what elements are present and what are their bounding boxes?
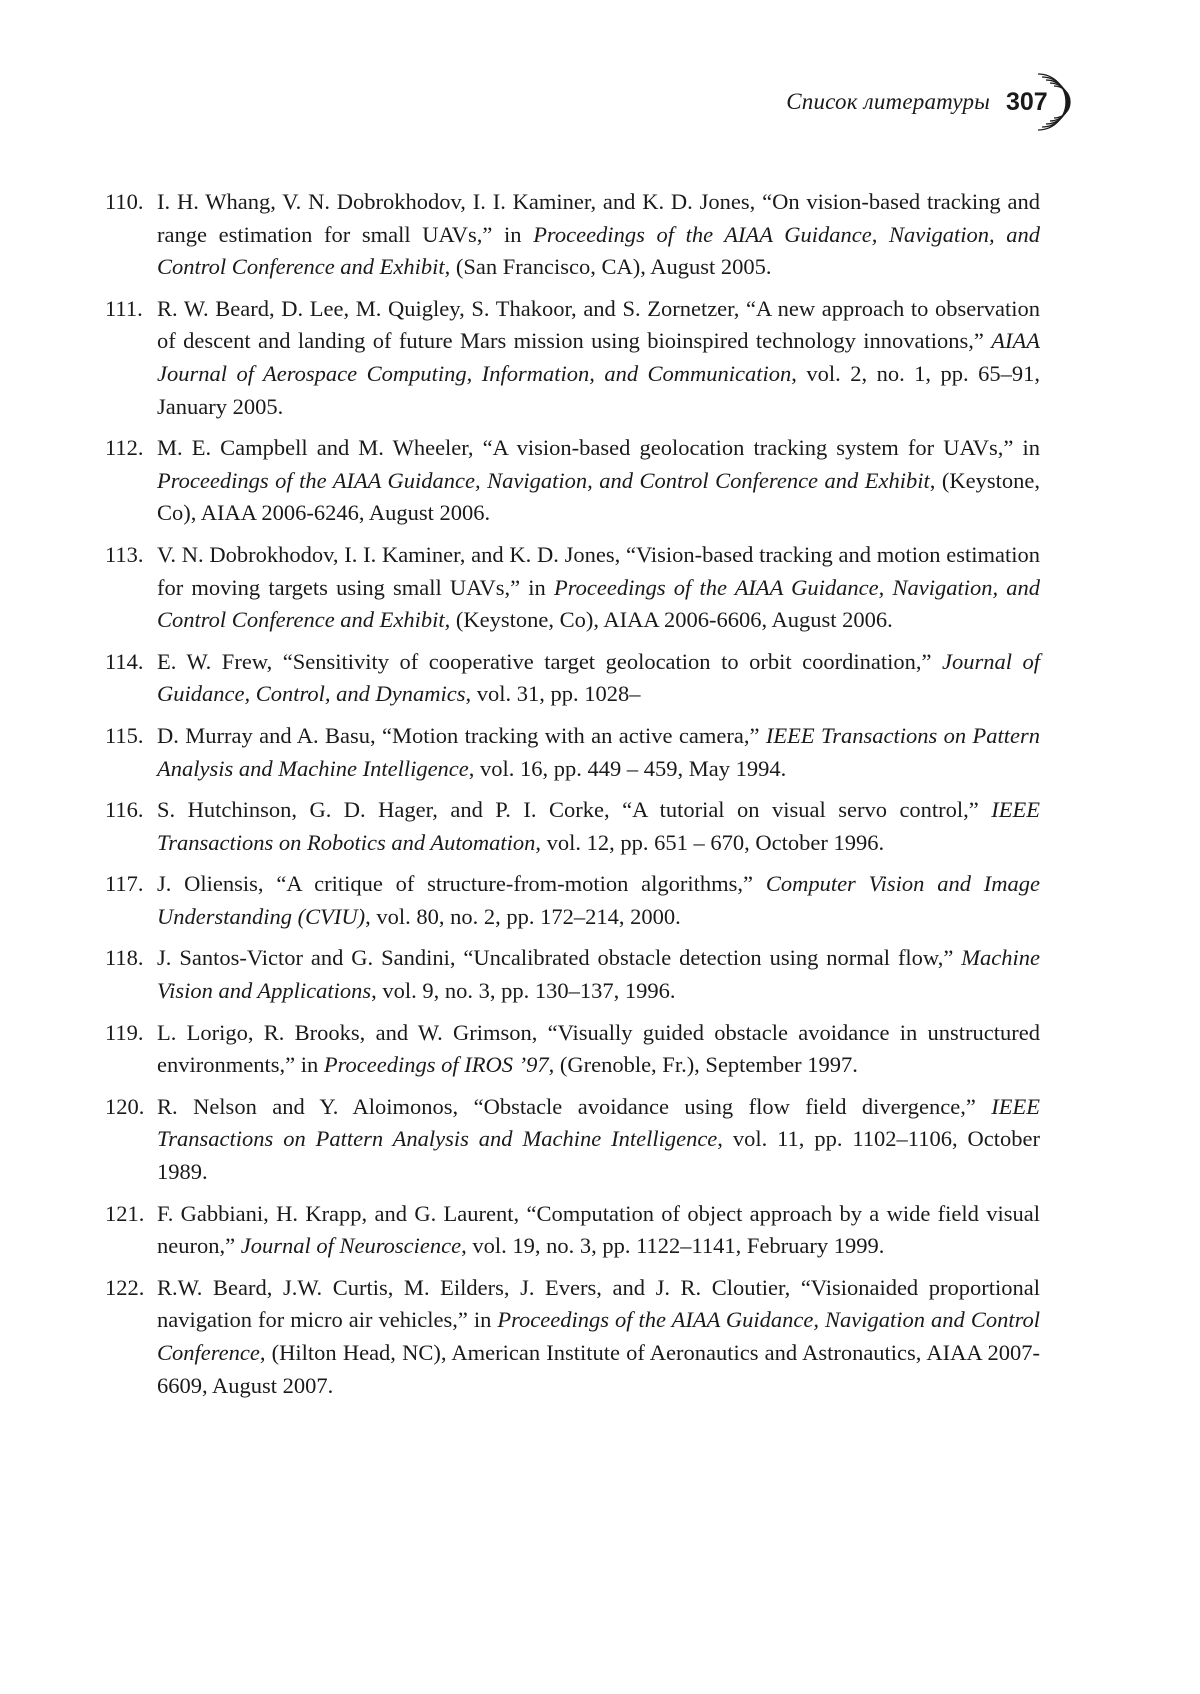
reference-item <box>105 720 1040 785</box>
reference-item <box>105 794 1040 859</box>
reference-source-title: Proceedings of the AIAA Guidance, Navigation, and Control Conference and Exhibit <box>157 221 1040 280</box>
reference-item <box>105 1198 1040 1263</box>
reference-source-title: Proceedings of IROS ’97 <box>323 1052 549 1078</box>
reference-item <box>105 1272 1040 1402</box>
reference-source-title: Proceedings of the AIAA Guidance, Navigation, and Control Conference and Exhibit <box>157 467 930 493</box>
reference-item <box>105 1091 1040 1189</box>
reference-number: 121. <box>105 1200 145 1226</box>
reference-text-part: R. W. Beard, D. Lee, M. Quigley, S. Thakoor, and S. Zornetzer, “A new approach to observation of descent and landing of future Mars mission using bioinspired technology innovations,” <box>157 295 1040 354</box>
reference-text <box>157 293 1040 423</box>
page-number-block <box>1004 74 1070 130</box>
reference-text-part: L. Lorigo, R. Brooks, and W. Grimson, “Visually guided obstacle avoidance in unstructured environments,” in <box>157 1019 1040 1078</box>
reference-item <box>105 646 1040 711</box>
reference-number: 111. <box>105 295 143 321</box>
reference-text <box>157 432 1040 530</box>
reference-text-part: D. Murray and A. Basu, “Motion tracking with an active camera,” <box>157 722 766 748</box>
reference-text-part: E. W. Frew, “Sensitivity of cooperative target geolocation to orbit coordination,” <box>157 648 942 674</box>
reference-text-part: , vol. 2, no. 1, pp. 65–91, January 2005. <box>157 360 1040 419</box>
reference-text-part: , vol. 80, no. 2, pp. 172–214, 2000. <box>365 903 681 929</box>
reference-item <box>105 293 1040 423</box>
reference-text-part: J. Oliensis, “A critique of structure-from-motion algorithms,” <box>157 871 766 897</box>
reference-item <box>105 539 1040 637</box>
reference-item <box>105 942 1040 1007</box>
reference-text-part: , vol. 31, pp. 1028– <box>465 681 641 707</box>
reference-text <box>157 942 1040 1007</box>
page-number: 307 <box>1006 87 1048 116</box>
reference-item <box>105 868 1040 933</box>
reference-number: 110. <box>105 189 144 214</box>
reference-text-part: , (Grenoble, Fr.), September 1997. <box>548 1052 858 1078</box>
reference-number: 118. <box>105 945 144 971</box>
reference-text-part: , vol. 11, pp. 1102–1106, October 1989. <box>157 1126 1040 1185</box>
reference-text <box>157 646 1040 711</box>
reference-item <box>105 1017 1040 1082</box>
reference-text-part: , vol. 19, no. 3, pp. 1122–1141, February 1999. <box>461 1233 885 1259</box>
reference-source-title: Computer Vision and Image Understanding (CVIU) <box>157 871 1040 929</box>
reference-number: 117. <box>105 871 144 897</box>
reference-number: 112. <box>105 435 144 461</box>
reference-text-part: F. Gabbiani, H. Krapp, and G. Laurent, “Computation of object approach by a wide field visual neuron,” <box>157 1200 1040 1259</box>
reference-number: 119. <box>105 1019 144 1045</box>
running-head: Список литературы <box>786 89 990 114</box>
reference-source-title: Journal of Neuroscience <box>240 1233 462 1259</box>
reference-text <box>157 539 1040 637</box>
reference-text <box>157 868 1040 933</box>
reference-source-title: IEEE Transactions on Pattern Analysis and Machine Intelligence <box>157 722 1041 781</box>
reference-item <box>105 432 1040 530</box>
reference-number: 114. <box>105 648 144 674</box>
reference-text <box>157 1272 1040 1402</box>
page-header <box>786 74 1070 130</box>
reference-text <box>157 720 1040 785</box>
reference-source-title: IEEE Transactions on Robotics and Automation <box>157 797 1040 855</box>
reference-source-title: Journal of Guidance, Control, and Dynamics <box>157 648 1041 707</box>
reference-source-title: Proceedings of the AIAA Guidance, Navigation and Control Conference <box>157 1307 1040 1365</box>
reference-number: 113. <box>105 541 144 567</box>
reference-number: 116. <box>105 797 144 823</box>
reference-item <box>105 186 1040 284</box>
reference-text-part: V. N. Dobrokhodov, I. I. Kaminer, and K. D. Jones, “Vision-based tracking and motion estimation for moving targets using small UAVs,” in <box>157 541 1040 600</box>
reference-list <box>105 186 1040 1411</box>
reference-text-part: J. Santos-Victor and G. Sandini, “Uncalibrated obstacle detection using normal flow,” <box>157 945 962 971</box>
reference-number: 120. <box>105 1093 145 1119</box>
reference-text-part: R. Nelson and Y. Aloimonos, “Obstacle avoidance using flow field divergence,” <box>157 1093 992 1119</box>
reference-text-part: I. H. Whang, V. N. Dobrokhodov, I. I. Kaminer, and K. D. Jones, “On vision-based tracking and range estimation for small UAVs,” in <box>157 189 1040 247</box>
reference-text-part: , vol. 9, no. 3, pp. 130–137, 1996. <box>371 978 676 1004</box>
reference-source-title: Machine Vision and Applications <box>157 945 1040 1004</box>
reference-text <box>157 1017 1040 1082</box>
reference-text-part: R.W. Beard, J.W. Curtis, M. Eilders, J. Evers, and J. R. Cloutier, “Visionaided proportional navigation for micro air vehicles,” in <box>157 1274 1040 1333</box>
reference-text <box>157 1091 1040 1189</box>
reference-text <box>157 794 1040 859</box>
reference-number: 115. <box>105 722 144 748</box>
reference-number: 122. <box>105 1274 145 1300</box>
reference-text-part: , vol. 16, pp. 449 – 459, May 1994. <box>468 755 787 781</box>
reference-text-part: S. Hutchinson, G. D. Hager, and P. I. Corke, “A tutorial on visual servo control,” <box>157 797 992 823</box>
reference-source-title: Proceedings of the AIAA Guidance, Navigation, and Control Conference and Exhibit <box>157 574 1040 633</box>
reference-text-part: , vol. 12, pp. 651 – 670, October 1996. <box>535 829 885 855</box>
reference-text-part: M. E. Campbell and M. Wheeler, “A vision-based geolocation tracking system for UAVs,” in <box>157 435 1040 461</box>
reference-text <box>157 186 1040 284</box>
reference-source-title: IEEE Transactions on Pattern Analysis and Machine Intelligence <box>157 1093 1040 1152</box>
reference-text-part: , (Hilton Head, NC), American Institute of Aeronautics and Astronautics, AIAA 2007-6609, August 2007. <box>157 1340 1040 1398</box>
reference-source-title: AIAA Journal of Aerospace Computing, Information, and Communication <box>157 328 1040 386</box>
reference-text-part: , (Keystone, Co), AIAA 2006-6246, August 2006. <box>157 467 1040 526</box>
reference-text <box>157 1198 1040 1263</box>
reference-text-part: , (Keystone, Co), AIAA 2006-6606, August 2006. <box>444 607 893 633</box>
reference-text-part: , (San Francisco, CA), August 2005. <box>444 254 772 280</box>
